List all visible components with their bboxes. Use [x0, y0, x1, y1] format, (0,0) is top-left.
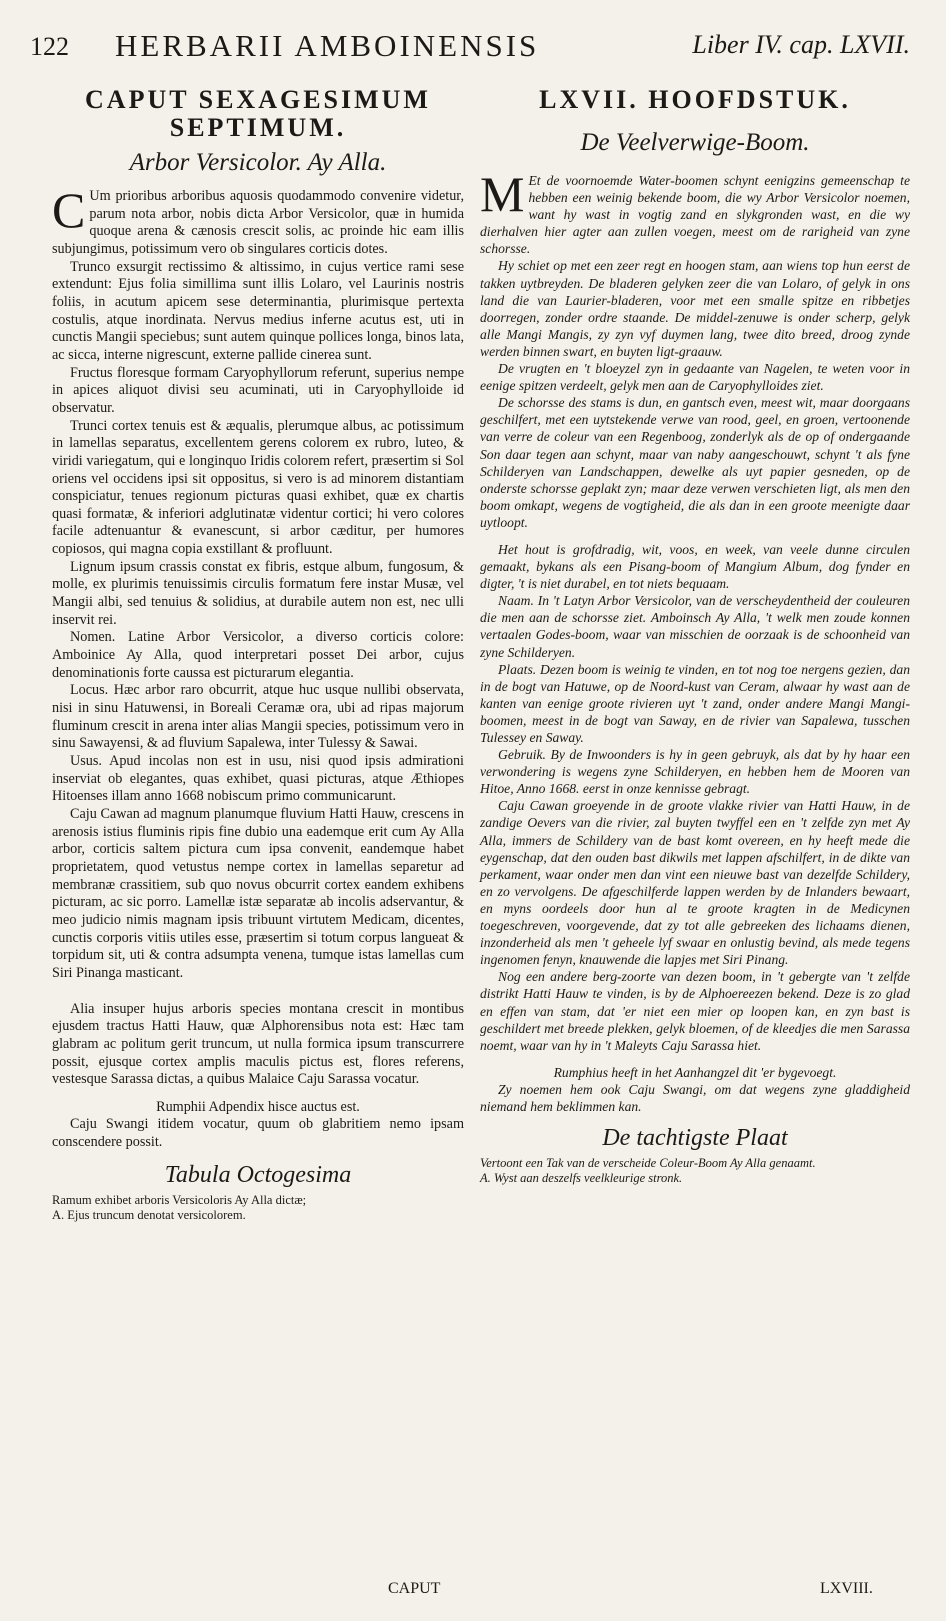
latin-paragraph-caju-swangi: Caju Swangi itidem vocatur, quum ob glabritiem nemo ipsam conscendere possit. — [52, 1116, 464, 1151]
latin-paragraph-2: Trunco exsurgit rectissimo & altissimo, in cujus vertice rami sese extendunt: Ejus folia simillima sunt illis Lolaro, vel Laurinis nostris foliis, in acutum apicem sese determinantia, plurimisque pertexta costulis, atque inordinata. Nervus medius inferne acutus est, uti in cunctis Mangii speciebus; sunt autem quinque pollices longa, binos lata, ac sicca, interne nigrescunt, externe pallide cinerea sunt. — [52, 258, 464, 363]
dutch-plate-caption: Vertoont een Tak van de verscheide Coleur-Boom Ay Alla genaamt. — [480, 1156, 816, 1171]
latin-appendix-note: Rumphii Adpendix hisce auctus est. — [156, 1098, 360, 1115]
dutch-chapter-subtitle: De Veelverwige-Boom. — [580, 129, 810, 156]
dutch-paragraph-naam: Naam. In 't Latyn Arbor Versicolor, van de verscheydentheid der couleuren die men aan de schorsse ziet. Amboinsch Ay Alla, 't welk men zoude konnen vertaalen Godes-boom, waar van misschien de oorzaak is de schoonheid van zyne Schilderyen. — [480, 593, 910, 660]
dutch-column — [480, 86, 910, 1186]
dutch-paragraph-4: De schorsse des stams is dun, en gantsch even, meest wit, maar doorgaans geschilfert, met een uytstekende verwe van rood, geel, en groen, vertoonende van verre de coleur van een Regenboog, zonderlyk als de op of ondergaande Son daar tegen aan schynt, maar van naby aangeschouwt, schynt 't als fyne Schilderyen van Landschappen, dewelke als uyt papier gesneden, op de onderste schorsse geplakt zyn; maar deze verwen verschieten ligt, als men den boom omkapt, wegens de vogtigheid, die als dan in een groote meenigte daar uytloopt. — [480, 395, 910, 530]
latin-plate-legend-a: A. Ejus truncum denotat versicolorem. — [52, 1207, 246, 1222]
dutch-paragraph-berg-zoorte: Nog een andere berg-zoorte van dezen boom, in 't gebergte van 't zelfde distrikt Hatti Hauw te vinden, is by de Alphoereezen bekend. Deze is zo glad en effen van stam, dat 'er niet een mier op loopen kan, en zyn bast is geschildert met breede plekken, gelyk bloemen, of de kleedjes die men Sarassa noemt, waar van hy in 't Maleyts Caju Sarassa hiet. — [480, 969, 910, 1053]
dutch-appendix-note: Rumphius heeft in het Aanhangzel dit 'er bygevoegt. — [553, 1064, 837, 1080]
page-number: 122 — [30, 32, 69, 61]
latin-plate-caption: Ramum exhibet arboris Versicoloris Ay Alla dictæ; — [52, 1192, 307, 1207]
latin-paragraph-3: Fructus floresque formam Caryophyllorum referunt, superius nempe in apices aliquot divisi seu acuminati, uti in Caryophylloide id observatur. — [52, 364, 464, 416]
drop-cap: C — [52, 182, 86, 238]
latin-paragraph-locus: Locus. Hæc arbor raro obcurrit, atque huc usque nullibi observata, nisi in sinu Hatuwensi, in Boreali Ceramæ ora, ubi ad ripas majorum fluminum crescit in arena inter alias Mangii species, potissimum vero in sinu Sawayensi, & ad fluvium Sapalewa, inter Tulessy & Sawai. — [52, 682, 464, 752]
dutch-paragraph-1: M Et de voornoemde Water-boomen schynt eenigzins gemeenschap te hebben een weinig bekende boom, die wy Arbor Versicolor noemen, want hy wast in vogtig zand en slykgronden wast, en die wy dierhalven hier agter aan zullen voegen, meest om de rarigheid van zyne schorsse. — [480, 166, 910, 257]
dutch-chapter-heading: LXVII. HOOFDSTUK. — [539, 85, 851, 114]
latin-column — [52, 86, 464, 1223]
dutch-paragraph-caju-cawan: Caju Cawan groeyende in de groote vlakke rivier van Hatti Hauw, in de zandige Oevers van die rivier, zal buyten twyffel een en 't zelfde zyn met Ay Alla, immers de Schildery van de bast komt overeen, en hy heeft mede die eygenschap, dat den ouden bast dikwils met lappen afschilfert, in de dikte van perkament, waar onder men dan vint een nieuwe bast van dezelfde Schildery, en zo vervolgens. De afgeschilferde lappen werden by de Inlanders bewaart, en myns oordeels door hun al te groote kragten in de Medicynen toegeschreven, voorgevende, dat zy tot alle gebreeken des lichaams dienen, inzonderheid als men 't geheele lyf swaar en onlustig bevind, als mede tegens ingenomen fenyn, knauwende die lapjes met Siri Pinang. — [480, 798, 910, 968]
latin-paragraph-4: Trunci cortex tenuis est & æqualis, plerumque albus, ac potissimum in lamellas separatus, excellentem gerens colorem ex rubro, luteo, & viridi variegatum, qui e longinquo Iridis colorem refert, præsertim si Sol oriens vel occidens ipsi sit oppositus, si vero is ad minorem distantiam conspiciatur, tenues regionum picturas quasi exhibet, quæ ex chartis quasi formatæ, & inferiori adglutinatæ videntur cortici; hi vero colores facile adtenuantur & evanescunt, si arbor cæditur, per humores copiosos, qui magna copia exstillant & profluunt. — [52, 417, 464, 558]
catchword-left: CAPUT — [388, 1580, 441, 1597]
latin-paragraph-species-montana: Alia insuper hujus arboris species montana crescit in montibus ejusdem tractus Hatti Hauw, quæ Alphorensibus nota est: Hæc tam glabram ac politum gerit truncum, ut nulla formica ipsum transcurrere possit, ejusque cortex amplis maculis pictus est, flores referens, vestesque Sarassa dictas, a quibus Malaice Caju Sarassa vocatur. — [52, 1000, 464, 1088]
running-header — [30, 28, 910, 68]
dutch-paragraph-plaats: Plaats. Dezen boom is weinig te vinden, en tot nog toe nergens gezien, dan in de bogt van Hatuwe, op de Noord-kust van Ceram, alwaar hy wast aan de kanten van eenige groote rivieren uyt 't zand, onder andere Mangi Mangi-boomen, meest in de bogt van Saway, en de rivier van Sapalewa, tusschen Tulessey en Saway. — [480, 661, 910, 745]
dutch-plate-legend-a: A. Wyst aan deszelfs veelkleurige stronk. — [480, 1171, 683, 1186]
chapter-reference: Liber IV. cap. LXVII. — [692, 30, 910, 59]
dutch-paragraph-gebruik: Gebruik. By de Inwoonders is hy in geen gebruyk, als dat by hy haar een verwondering is wegens zyne Schilderyen, en hebben hem de Mooren van Hitoe, Anno 1668. eerst in onze kennisse gebragt. — [480, 747, 910, 797]
latin-paragraph-nomen: Nomen. Latine Arbor Versicolor, a diverso corticis colore: Amboinice Ay Alla, quod interpretari posset Dei arbor, cujus denominationis forte caussa est picturarum elegantia. — [52, 629, 464, 681]
latin-chapter-heading: CAPUT SEXAGESIMUM SEPTIMUM. — [85, 85, 431, 142]
latin-chapter-subtitle: Arbor Versicolor. Ay Alla. — [129, 149, 387, 176]
latin-paragraph-caju-cawan: Caju Cawan ad magnum planumque fluvium Hatti Hauw, crescens in arenosis istius fluminis ripis fine dubio una eademque erit cum Ay Alla arbor, corticis saltem pictura cum ipsa convenit, eandemque habet proprietatem, quod vetustus nempe cortex in lamellas separetur ad membranæ crassitiem, sub quo novus obcurrit cortex eandem exhibens picturam, ac sic porro. Lamellæ istæ separatæ ab incolis adservantur, & meo judicio nimis magnam ipsis tribuunt virtutem Medicam, dicentes, cunctis corporis vitiis utiles esse, præsertim si totum corpus langueat & torpidum sit, uti & contra adsumpta venena, tumque istas lamellas cum Siri Pinanga masticant. — [52, 805, 464, 981]
running-title: HERBARII AMBOINENSIS — [115, 28, 540, 63]
latin-paragraph-usus: Usus. Apud incolas non est in usu, nisi quod ipsis admirationi inserviat ob elegantes, quas exhibet, quasi picturas, atque Æthiopes Hitoenses illam anno 1668 nobiscum primo communicarunt. — [52, 753, 464, 805]
catchword-right: LXVIII. — [820, 1580, 873, 1597]
dutch-paragraph-caju-swangi: Zy noemen hem ook Caju Swangi, om dat wegens zyne gladdigheid niemand hem beklimmen kan. — [480, 1081, 910, 1114]
dutch-paragraph-3: De vrugten en 't bloeyzel zyn in gedaante van Nagelen, te weten voor in eenige spitzen verdeelt, gelyk men aan de Caryophylloides ziet. — [480, 361, 910, 394]
dutch-plate-title: De tachtigste Plaat — [602, 1125, 788, 1152]
latin-paragraph-1: C Um prioribus arboribus aquosis quodammodo convenire videtur, parum nota arbor, nobis dicta Arbor Versicolor, quæ in humida quoque arena & cænosis crescit solis, ac proinde hic eam illis subjungimus, potissimum vero ob singulares corticis dotes. — [52, 182, 464, 257]
dutch-paragraph-5: Het hout is grofdradig, wit, voos, en week, van veele dunne circulen gemaakt, bykans als een Pisang-boom of Mangium Album, dog fynder en digter, 't is niet durabel, en tot niets bequaam. — [480, 541, 910, 592]
latin-plate-title: Tabula Octogesima — [164, 1161, 352, 1188]
drop-cap: M — [480, 166, 525, 222]
latin-paragraph-5: Lignum ipsum crassis constat ex fibris, estque album, fungosum, & molle, ex plurimis tenuissimis circulis formatum fere instar Musæ, vel Mangii albi, sed tenuius & solidius, at durabile autem non est, nec ulli inservit rei. — [52, 558, 464, 628]
dutch-paragraph-2: Hy schiet op met een zeer regt en hoogen stam, aan wiens top hun eerst de takken uytbreyden. De bladeren gelyken zeer die van Lolaro, of gelyk in ons land die van Laurier-bladeren, voor met een smalle spitze en ribbetjes doorregen, zonder ordre staande. De middel-zenuwe is onder scherp, gelyk alle Mangi Mangis, zy zyn vyf duymen lang, twee dito breed, droog zynde werden binnen swart, en buyten ligt-graauw. — [480, 258, 910, 359]
